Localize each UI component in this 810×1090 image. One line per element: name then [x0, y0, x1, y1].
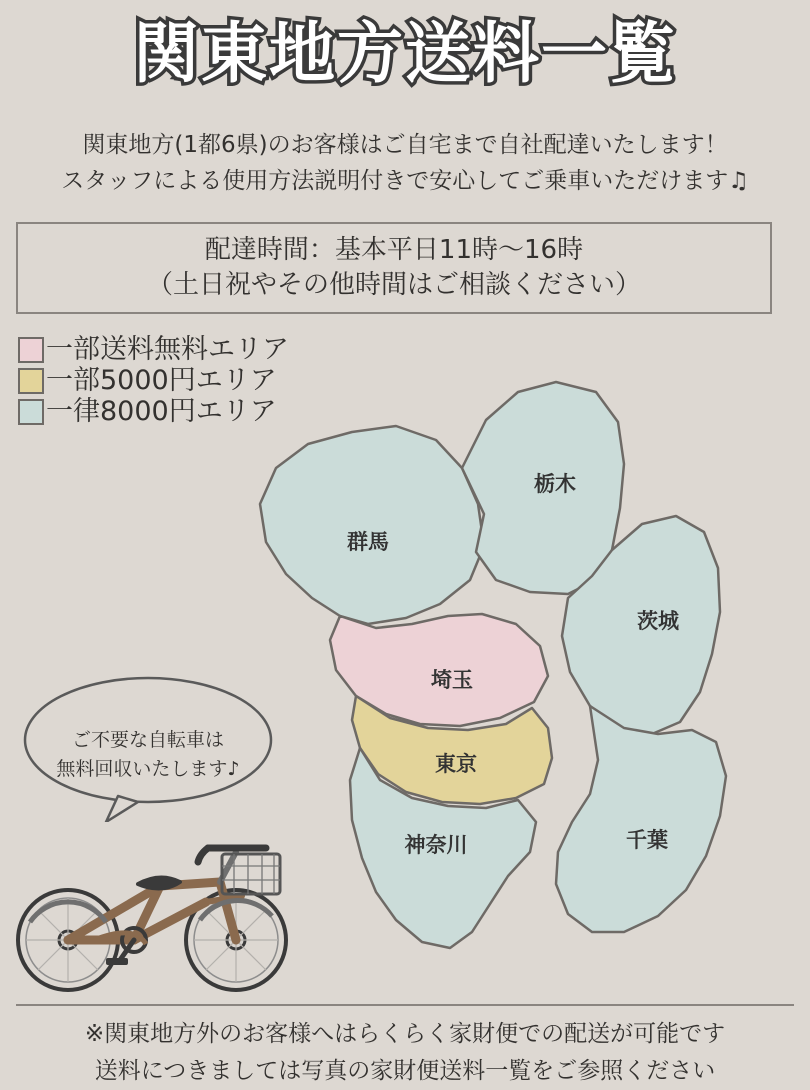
legend-label-5000: 一部5000円エリア	[46, 365, 277, 396]
delivery-time-line-2: （土日祝やその他時間はご相談ください）	[146, 270, 641, 300]
bubble-line-2: 無料回収いたします♪	[56, 757, 240, 780]
legend-swatch-5000	[18, 368, 44, 394]
delivery-time-line-1: 配達時間：基本平日11時〜16時	[204, 234, 584, 265]
lead-line-1: 関東地方(1都6県)のお客様はご自宅まで自社配達いたします！	[82, 132, 728, 158]
speech-bubble-text	[22, 726, 274, 783]
map-label-kanagawa: 神奈川	[404, 833, 468, 857]
footer-line-2: 送料につきましては写真の家財便送料一覧をご参照ください	[94, 1057, 716, 1084]
bicycle-illustration	[10, 818, 320, 998]
legend-label-free: 一部送料無料エリア	[46, 334, 289, 365]
footer-divider	[16, 1004, 794, 1006]
map-label-ibaraki: 茨城	[637, 609, 679, 633]
footer-line-1: ※関東地方外のお客様へはらくらく家財便での配送が可能です	[84, 1021, 726, 1047]
map-label-tochigi: 栃木	[534, 472, 576, 496]
delivery-time-box	[16, 222, 772, 314]
footer-note	[0, 1004, 810, 1090]
prefecture-gunma	[260, 426, 484, 624]
lead-line-2: スタッフによる使用方法説明付きで安心してご乗車いただけます♫	[61, 167, 749, 194]
lead-text	[0, 128, 810, 199]
legend-swatch-free	[18, 337, 44, 363]
map-label-gunma: 群馬	[347, 530, 389, 554]
page-title: 関東地方送料一覧	[133, 15, 677, 92]
prefecture-chiba	[556, 706, 726, 932]
map-label-tokyo: 東京	[435, 752, 477, 776]
map-label-chiba: 千葉	[626, 828, 668, 852]
legend-swatch-8000	[18, 399, 44, 425]
map-label-saitama: 埼玉	[431, 668, 473, 692]
legend-label-8000: 一律8000円エリア	[46, 396, 277, 427]
bubble-line-1: ご不要な自転車は	[71, 729, 224, 751]
